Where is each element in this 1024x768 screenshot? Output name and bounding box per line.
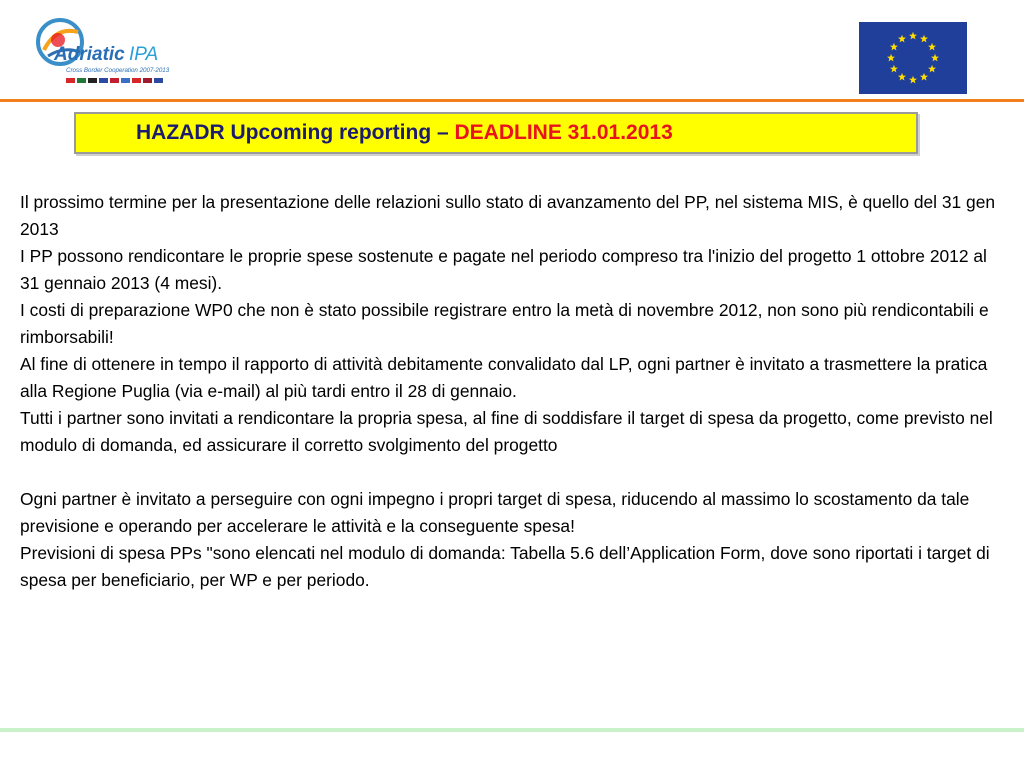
title-main: HAZADR Upcoming reporting – (136, 121, 455, 144)
footer-divider (0, 728, 1024, 732)
logo-wordmark-primary: Adriatic (54, 44, 125, 65)
paragraph: I PP possono rendicontare le proprie spese sostenute e pagate nel periodo compreso tra l'inizio del progetto 1 ottobre 2012 al 31 gennaio 2013 (4 mesi). (20, 246, 987, 293)
paragraph: I costi di preparazione WP0 che non è stato possibile registrare entro la metà di novembre 2012, non sono più rendicontabili e rimborsabili! (20, 300, 989, 347)
body-text (20, 189, 1010, 594)
logo-wordmark-secondary: IPA (129, 44, 159, 65)
paragraph: Tutti i partner sono invitati a rendicontare la propria spesa, al fine di soddisfare il target di spesa da progetto, come previsto nel modulo di domanda, ed assicurare il corretto svolgimento del progetto (20, 408, 993, 455)
title-deadline: DEADLINE 31.01.2013 (454, 121, 673, 144)
title-banner (74, 112, 918, 154)
logo-tagline: Cross Border Cooperation 2007-2013 (66, 67, 170, 74)
partner-flags-strip (66, 78, 163, 83)
paragraph: Il prossimo termine per la presentazione delle relazioni sullo stato di avanzamento del PP, nel sistema MIS, è quello del 31 gen 2013 (20, 192, 996, 239)
header-divider (0, 99, 1024, 102)
adriatic-ipa-logo (34, 12, 174, 92)
adriatic-ipa-logo-icon (34, 12, 174, 92)
eu-flag-icon (859, 22, 967, 94)
paragraph: Previsioni di spesa PPs "sono elencati nel modulo di domanda: Tabella 5.6 dell’Application Form, dove sono riportati i target di spesa per beneficiario, per WP e per periodo. (20, 543, 990, 590)
paragraph: Ogni partner è invitato a perseguire con ogni impegno i propri target di spesa, riducendo al massimo lo scostamento da tale previsione e operando per accelerare le attività e la conseguente spesa! (20, 489, 970, 536)
eu-flag (859, 22, 967, 94)
paragraph: Al fine di ottenere in tempo il rapporto di attività debitamente convalidato dal LP, ogni partner è invitato a trasmettere la pratica alla Regione Puglia (via e-mail) al più tardi entro il 28 di gennaio. (20, 354, 988, 401)
page-title (136, 121, 673, 145)
paragraph-spacer (20, 459, 1010, 486)
